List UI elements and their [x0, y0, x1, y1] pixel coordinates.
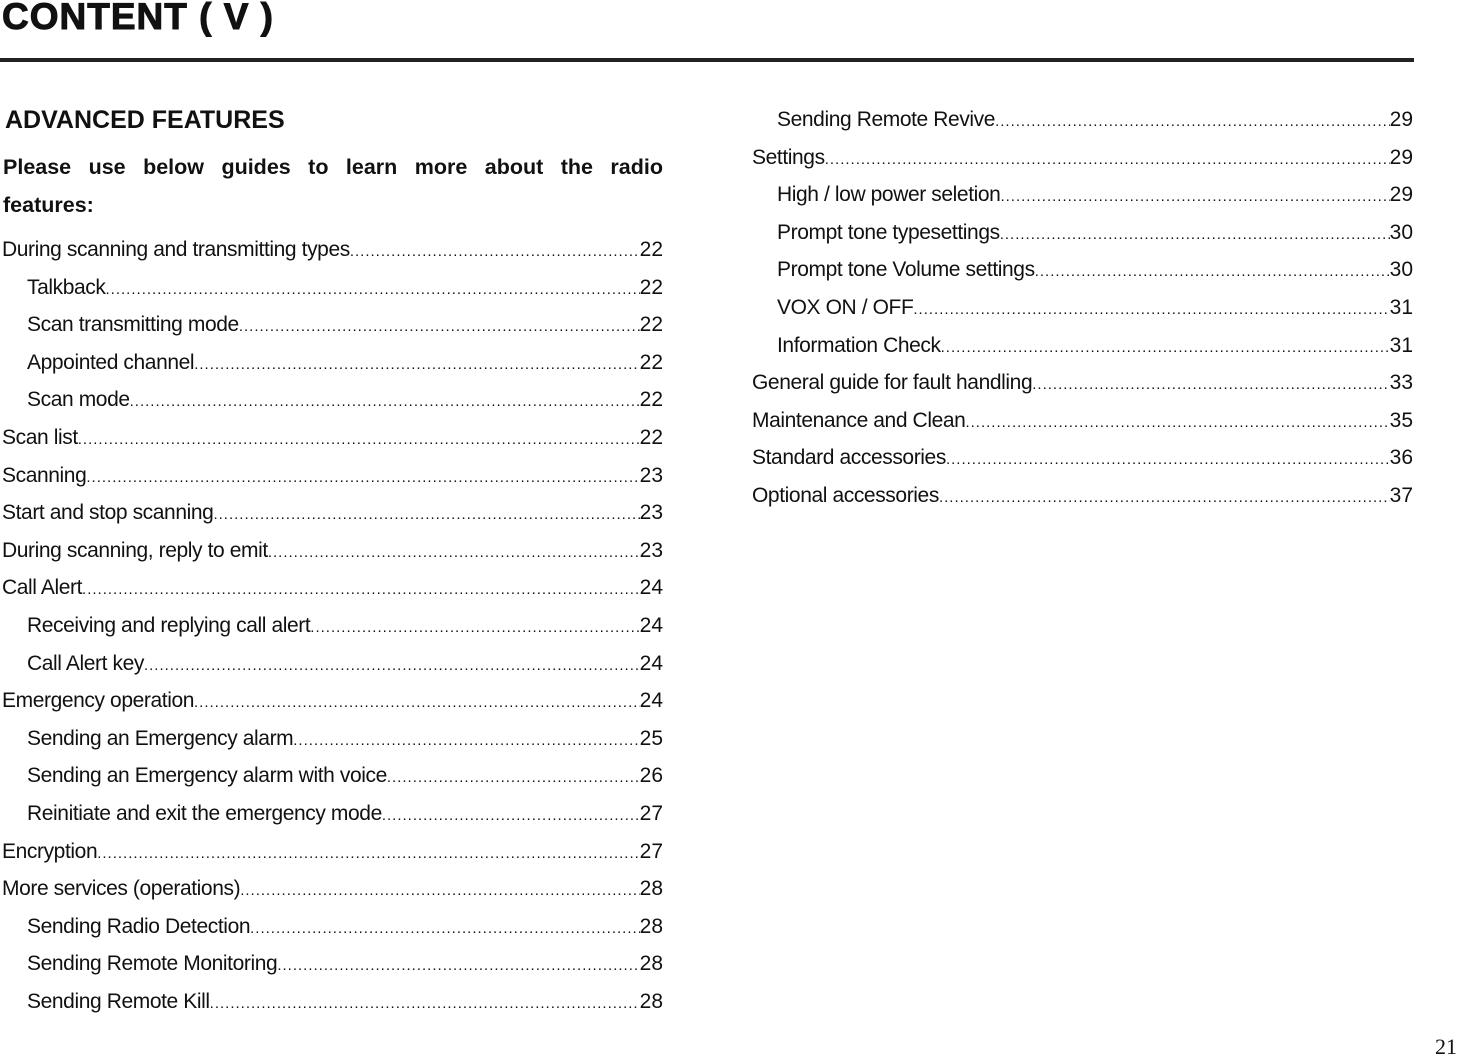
dot-leader	[86, 459, 639, 495]
dot-leader	[1032, 366, 1389, 402]
toc-entry-page: 24	[639, 651, 663, 675]
toc-entry-title: Information Check	[777, 333, 941, 357]
toc-entry-title: VOX ON / OFF	[777, 295, 914, 319]
toc-entry[interactable]	[2, 645, 663, 683]
toc-entry-page: 29	[1389, 145, 1413, 169]
dot-leader	[1000, 178, 1389, 214]
toc-entry[interactable]	[752, 364, 1413, 402]
toc-entry[interactable]	[2, 494, 663, 532]
toc-entry[interactable]	[752, 101, 1413, 139]
toc-entry[interactable]	[2, 833, 663, 871]
toc-entry[interactable]	[752, 139, 1413, 177]
dot-leader	[277, 947, 639, 983]
toc-entry-title: Scanning	[2, 463, 87, 487]
dot-leader	[965, 404, 1389, 440]
toc-entry[interactable]	[2, 795, 663, 833]
dot-leader	[250, 910, 640, 946]
toc-entry[interactable]	[2, 908, 663, 946]
toc-entry-page: 28	[639, 952, 663, 976]
toc-entry[interactable]	[752, 251, 1413, 289]
toc-entry-page: 23	[639, 538, 663, 562]
toc-entry-page: 22	[639, 388, 663, 412]
toc-entry[interactable]	[2, 983, 663, 1021]
dot-leader	[97, 835, 639, 871]
dot-leader	[78, 421, 640, 457]
dot-leader	[995, 103, 1390, 139]
toc-entry-page: 23	[639, 463, 663, 487]
toc-entry[interactable]	[752, 327, 1413, 365]
dot-leader	[913, 291, 1389, 327]
toc-entry-page: 30	[1389, 258, 1413, 282]
dot-leader	[106, 271, 640, 307]
toc-entry-title: Receiving and replying call alert	[27, 613, 311, 637]
toc-entry[interactable]	[2, 269, 663, 307]
toc-left-column	[2, 231, 663, 1020]
toc-entry-title: During scanning and transmitting types	[2, 238, 350, 261]
toc-entry-page: 22	[639, 238, 663, 261]
toc-entry-page: 28	[639, 989, 663, 1013]
dot-leader	[194, 346, 639, 382]
toc-entry-title: Settings	[752, 145, 825, 169]
toc-entry-page: 28	[639, 914, 663, 938]
dot-leader	[239, 308, 640, 344]
toc-entry-page: 23	[639, 501, 663, 525]
toc-entry-page: 37	[1389, 483, 1413, 507]
toc-entry-page: 31	[1389, 295, 1413, 319]
toc-entry-title: Appointed channel	[27, 350, 195, 374]
dot-leader	[1000, 216, 1390, 252]
toc-entry-page: 30	[1389, 220, 1413, 244]
dot-leader	[82, 571, 640, 607]
toc-entry[interactable]	[2, 682, 663, 720]
dot-leader	[144, 647, 640, 683]
toc-entry-title: Scan list	[2, 425, 78, 449]
toc-entry-title: Start and stop scanning	[2, 501, 214, 525]
toc-entry-title: During scanning, reply to emit	[2, 538, 268, 562]
toc-entry[interactable]	[2, 457, 663, 495]
dot-leader	[1035, 253, 1390, 289]
toc-entry-page: 22	[639, 313, 663, 337]
toc-entry-title: General guide for fault handling	[752, 371, 1033, 395]
toc-entry-title: High / low power seletion	[777, 183, 1001, 207]
toc-entry-title: Prompt tone typesettings	[777, 220, 1000, 244]
toc-entry-title: Reinitiate and exit the emergency mode	[27, 801, 382, 825]
toc-entry-title: Sending an Emergency alarm	[27, 726, 294, 750]
toc-entry[interactable]	[2, 870, 663, 908]
toc-entry[interactable]	[2, 344, 663, 382]
toc-entry-title: Emergency operation	[2, 689, 195, 713]
toc-entry[interactable]	[2, 945, 663, 983]
toc-entry-title: Sending Remote Revive	[777, 108, 996, 131]
dot-leader	[941, 329, 1390, 365]
toc-entry[interactable]	[752, 439, 1413, 477]
page-number: 21	[1435, 1034, 1457, 1059]
toc-entry-title: More services (operations)	[2, 877, 241, 901]
toc-right-column	[752, 101, 1413, 515]
toc-entry-page: 27	[639, 839, 663, 863]
title-divider	[0, 58, 1414, 62]
dot-leader	[213, 496, 639, 532]
toc-entry-title: Maintenance and Clean	[752, 408, 966, 432]
dot-leader	[194, 684, 640, 720]
toc-entry-title: Call Alert key	[27, 651, 144, 675]
toc-entry[interactable]	[2, 231, 663, 269]
toc-entry[interactable]	[752, 176, 1413, 214]
toc-entry[interactable]	[752, 289, 1413, 327]
toc-entry[interactable]	[2, 419, 663, 457]
toc-entry-page: 33	[1389, 371, 1413, 395]
dot-leader	[268, 534, 640, 570]
toc-entry-page: 25	[639, 726, 663, 750]
toc-entry[interactable]	[2, 720, 663, 758]
toc-entry-title: Sending Remote Kill	[27, 989, 210, 1013]
dot-leader	[946, 441, 1390, 477]
toc-entry-title: Scan mode	[27, 388, 130, 412]
intro-text: Please use below guides to learn more about the radio features:	[3, 155, 663, 217]
page-title: CONTENT ( V )	[2, 0, 274, 37]
toc-entry-page: 24	[639, 689, 663, 713]
toc-entry[interactable]	[752, 214, 1413, 252]
dot-leader	[293, 722, 639, 758]
dot-leader	[130, 383, 640, 419]
toc-entry-title: Sending Remote Monitoring	[27, 952, 278, 976]
toc-entry-title: Call Alert	[2, 576, 83, 600]
toc-entry-title: Scan transmitting mode	[27, 313, 239, 337]
toc-entry-title: Sending Radio Detection	[27, 914, 251, 938]
toc-entry-page: 24	[639, 613, 663, 637]
dot-leader	[939, 479, 1390, 515]
toc-entry-title: Sending an Emergency alarm with voice	[27, 764, 387, 788]
toc-entry-page: 29	[1389, 183, 1413, 207]
toc-entry[interactable]	[2, 306, 663, 344]
dot-leader	[210, 985, 640, 1021]
toc-entry-title: Talkback	[27, 275, 106, 299]
toc-entry-page: 28	[639, 877, 663, 901]
toc-entry[interactable]	[2, 569, 663, 607]
toc-entry-title: Encryption	[2, 839, 98, 863]
toc-entry-page: 22	[639, 275, 663, 299]
toc-entry-page: 26	[639, 764, 663, 788]
toc-entry[interactable]	[2, 757, 663, 795]
toc-entry[interactable]	[2, 381, 663, 419]
toc-entry-page: 27	[639, 801, 663, 825]
toc-entry-title: Optional accessories	[752, 483, 939, 507]
dot-leader	[310, 609, 639, 645]
dot-leader	[240, 872, 639, 908]
section-heading: ADVANCED FEATURES	[5, 106, 285, 134]
toc-entry-page: 24	[639, 576, 663, 600]
dot-leader	[387, 759, 640, 795]
toc-entry-page: 22	[639, 425, 663, 449]
toc-entry-page: 29	[1389, 108, 1413, 131]
toc-entry-page: 36	[1389, 446, 1413, 470]
dot-leader	[825, 141, 1390, 177]
toc-entry-page: 35	[1389, 408, 1413, 432]
toc-entry[interactable]	[752, 402, 1413, 440]
toc-entry-page: 31	[1389, 333, 1413, 357]
dot-leader	[350, 233, 640, 269]
toc-entry-page: 22	[639, 350, 663, 374]
toc-entry[interactable]	[752, 477, 1413, 515]
dot-leader	[382, 797, 640, 833]
toc-entry[interactable]	[2, 607, 663, 645]
toc-entry-title: Prompt tone Volume settings	[777, 258, 1035, 282]
toc-entry-title: Standard accessories	[752, 446, 946, 470]
toc-entry[interactable]	[2, 532, 663, 570]
